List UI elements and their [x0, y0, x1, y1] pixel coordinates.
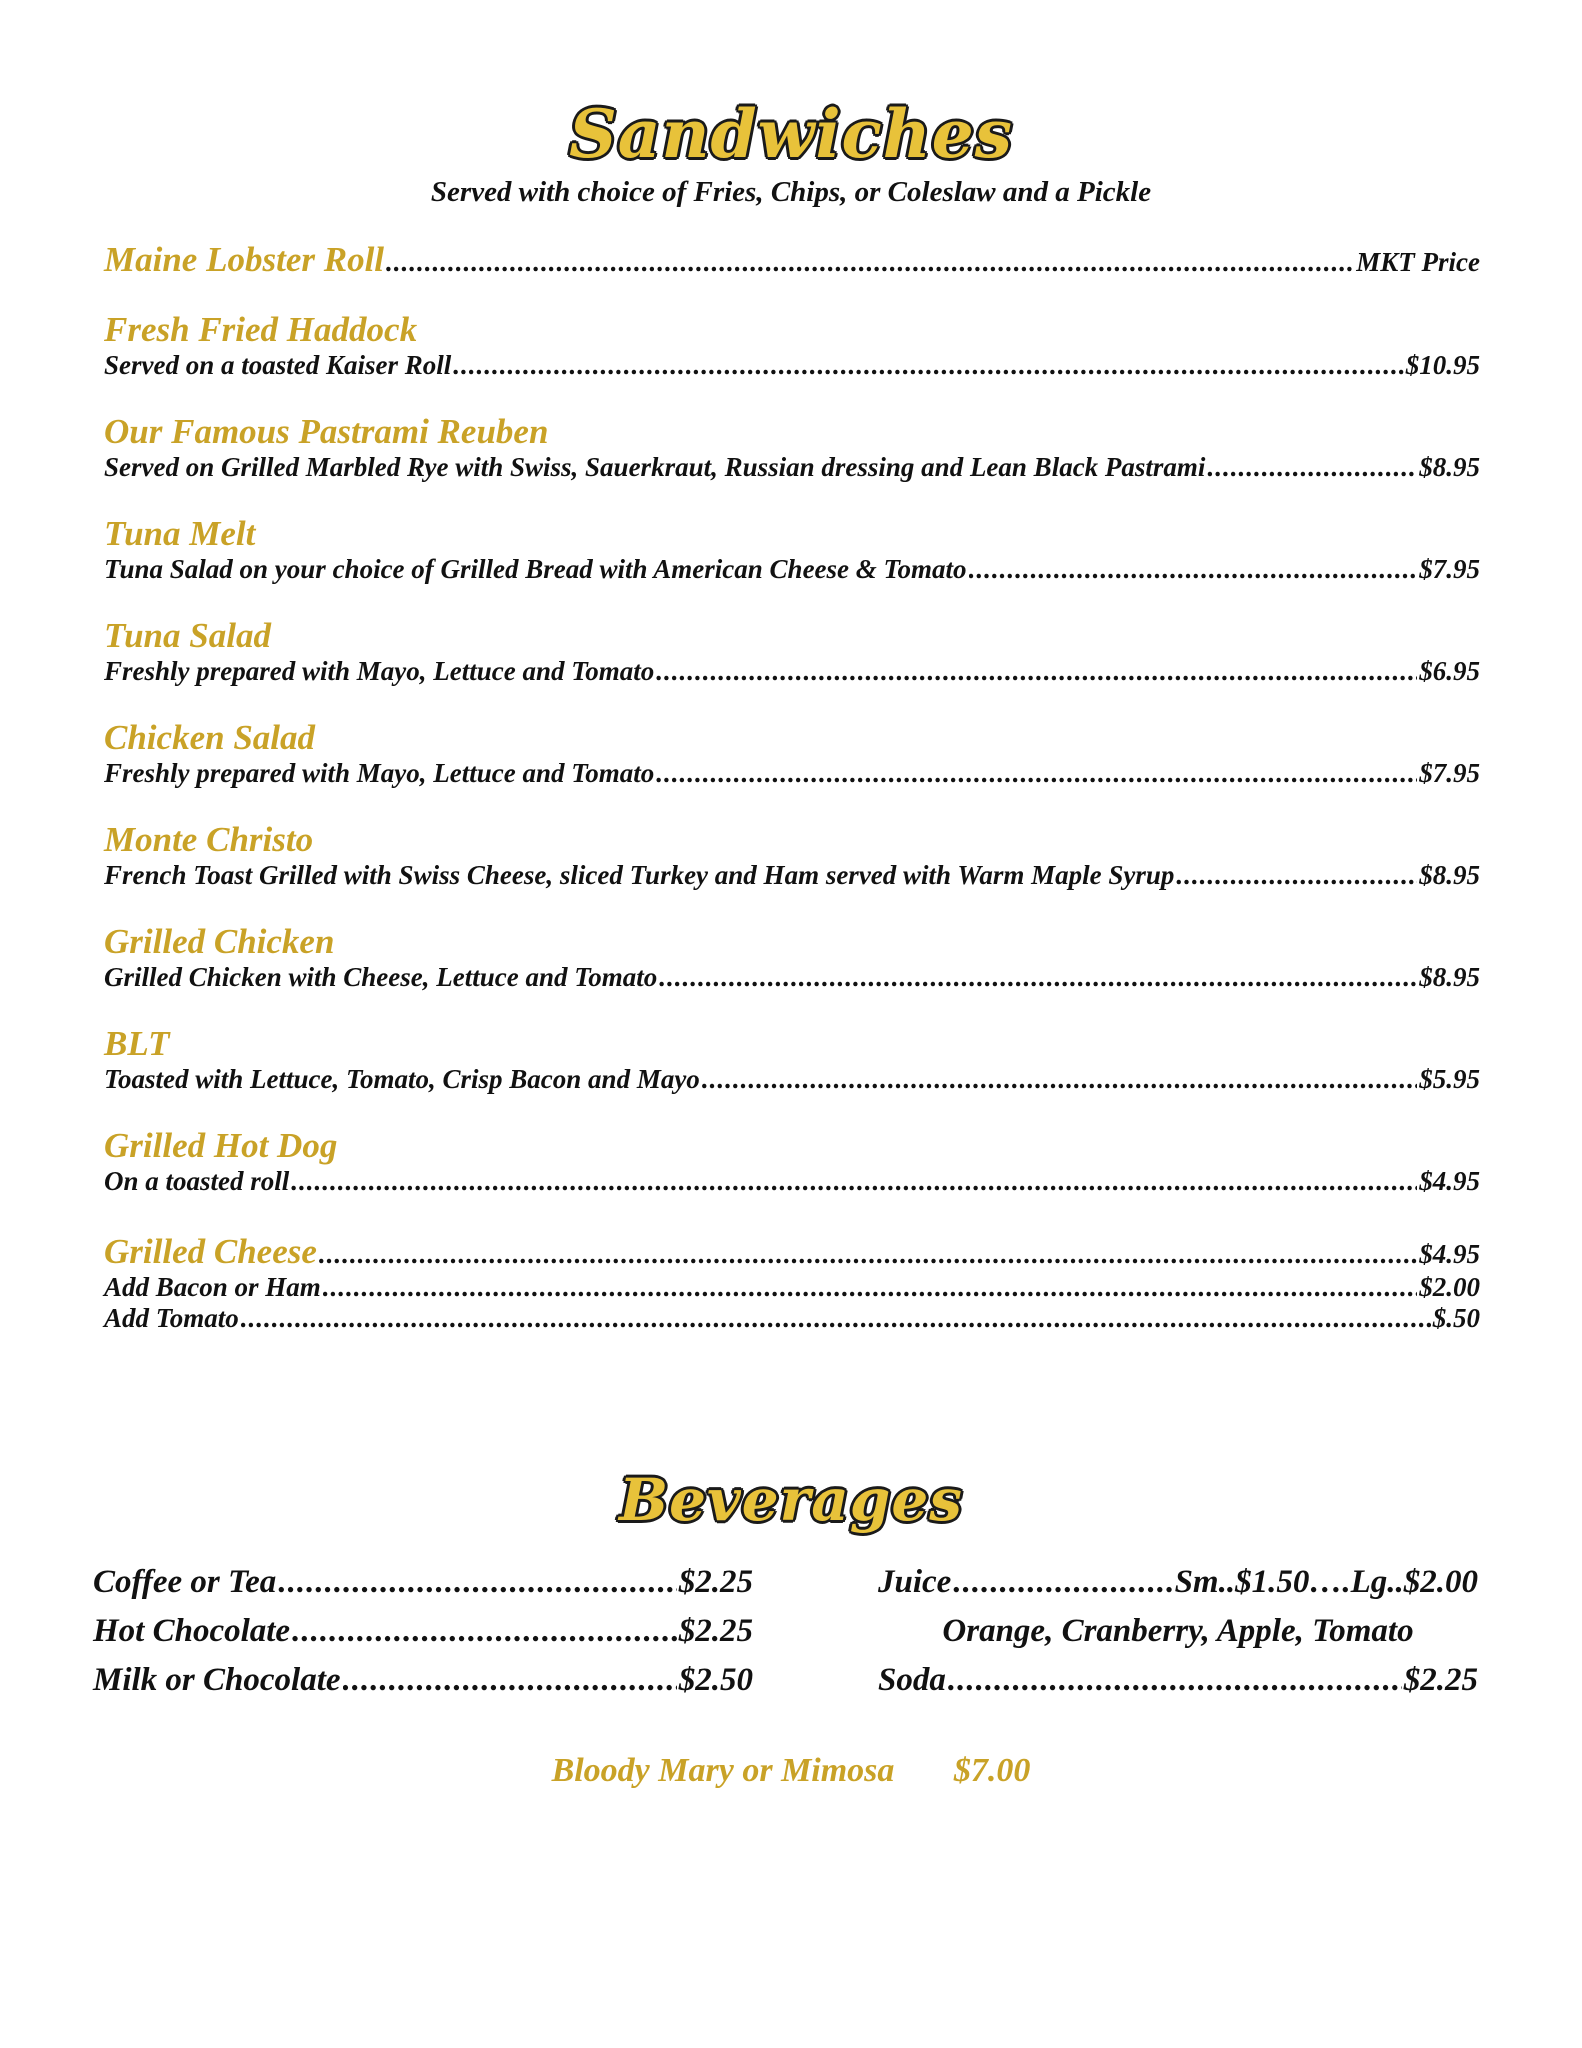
menu-item	[104, 1126, 1480, 1196]
menu-item	[104, 514, 1480, 584]
dot-leader	[702, 1064, 1417, 1094]
beverage-price: $2.25	[678, 1564, 753, 1600]
beverage-price: $2.50	[678, 1662, 753, 1698]
beverage-label: Soda	[878, 1662, 946, 1698]
item-name: Grilled Chicken	[104, 922, 335, 961]
item-description: Tuna Salad on your choice of Grilled Bread with American Cheese & Tomato	[104, 554, 967, 584]
item-price: $5.95	[1419, 1064, 1480, 1094]
beverage-label: Hot Chocolate	[93, 1613, 291, 1649]
dot-leader	[656, 758, 1417, 788]
beverage-label: Coffee or Tea	[93, 1564, 277, 1600]
juice-flavors: Orange, Cranberry, Apple, Tomato	[942, 1613, 1414, 1649]
menu-item	[104, 820, 1480, 890]
item-description: On a toasted roll	[104, 1166, 290, 1196]
dot-leader	[386, 247, 1354, 278]
item-price: $8.95	[1419, 962, 1480, 992]
dot-leader	[948, 1656, 1402, 1705]
dot-leader	[291, 1166, 1417, 1196]
item-price: $4.95	[1419, 1166, 1480, 1196]
item-description: Freshly prepared with Mayo, Lettuce and Tomato	[104, 758, 655, 788]
item-description: Served on Grilled Marbled Rye with Swiss, Sauerkraut, Russian dressing and Lean Black Pastrami	[104, 452, 1206, 482]
menu-item	[104, 310, 1480, 380]
sandwiches-heading: Sandwiches	[569, 95, 1013, 173]
menu-item	[104, 1024, 1480, 1094]
dot-leader	[969, 554, 1418, 584]
item-price: $8.95	[1419, 860, 1480, 890]
item-name: Tuna Melt	[104, 514, 256, 553]
dot-leader	[1207, 452, 1417, 482]
beverage-label: Juice	[878, 1564, 952, 1600]
menu-item	[104, 240, 1480, 280]
beverage-price: $2.25	[678, 1613, 753, 1649]
item-price: $4.95	[1419, 1239, 1480, 1269]
beverage-price: $2.25	[1403, 1662, 1478, 1698]
item-name: Maine Lobster Roll	[104, 240, 385, 279]
dot-leader	[953, 1558, 1172, 1607]
beverage-label: Milk or Chocolate	[93, 1662, 341, 1698]
item-price: $7.95	[1419, 554, 1480, 584]
item-description: Served on a toasted Kaiser Roll	[104, 350, 452, 380]
menu-item	[104, 718, 1480, 788]
beverages-right-column	[878, 1558, 1478, 1705]
item-description: Freshly prepared with Mayo, Lettuce and Tomato	[104, 656, 655, 686]
menu-item	[104, 1232, 1480, 1334]
item-price: MKT Price	[1356, 247, 1480, 277]
addon-label: Add Bacon or Ham	[104, 1272, 321, 1302]
item-name: Our Famous Pastrami Reuben	[104, 412, 549, 451]
addon-label: Add Tomato	[104, 1303, 239, 1333]
dot-leader	[656, 656, 1417, 686]
item-price: $7.95	[1419, 758, 1480, 788]
item-name: Monte Christo	[104, 820, 314, 859]
dot-leader	[292, 1607, 677, 1656]
addon-row	[104, 1303, 1480, 1334]
addon-price: $.50	[1432, 1303, 1480, 1333]
menu-item	[104, 922, 1480, 992]
item-price: $8.95	[1419, 452, 1480, 482]
cocktail-special	[0, 1752, 1582, 1790]
dot-leader	[1176, 860, 1417, 890]
item-description: Grilled Chicken with Cheese, Lettuce and Tomato	[104, 962, 658, 992]
beverage-row	[93, 1656, 753, 1705]
item-name: Fresh Fried Haddock	[104, 310, 418, 349]
dot-leader	[453, 350, 1403, 380]
dot-leader	[659, 962, 1417, 992]
dot-leader	[278, 1558, 676, 1607]
beverage-row	[93, 1558, 753, 1607]
item-price: $10.95	[1405, 350, 1480, 380]
item-name: Chicken Salad	[104, 718, 316, 757]
beverage-row	[878, 1558, 1478, 1607]
dot-leader	[241, 1303, 1431, 1334]
menu-item	[104, 616, 1480, 686]
beverage-price: Sm..$1.50….Lg..$2.00	[1174, 1564, 1478, 1600]
special-label: Bloody Mary or Mimosa	[551, 1752, 895, 1789]
beverage-row	[878, 1656, 1478, 1705]
item-description: French Toast Grilled with Swiss Cheese, sliced Turkey and Ham served with Warm Maple Syrup	[104, 860, 1175, 890]
dot-leader	[323, 1272, 1417, 1303]
dot-leader	[343, 1656, 677, 1705]
addon-row	[104, 1272, 1480, 1303]
special-price: $7.00	[953, 1752, 1031, 1789]
addon-price: $2.00	[1419, 1272, 1480, 1302]
beverage-row	[93, 1607, 753, 1656]
menu-item	[104, 412, 1480, 482]
item-price: $6.95	[1419, 656, 1480, 686]
item-name: Grilled Cheese	[104, 1232, 317, 1271]
dot-leader	[319, 1239, 1417, 1270]
item-name: Tuna Salad	[104, 616, 271, 655]
sandwiches-subtitle: Served with choice of Fries, Chips, or Coleslaw and a Pickle	[430, 176, 1152, 208]
beverages-left-column	[93, 1558, 753, 1705]
beverages-heading: Beverages	[619, 1466, 963, 1534]
item-name: BLT	[104, 1024, 170, 1063]
item-description: Toasted with Lettuce, Tomato, Crisp Bacon and Mayo	[104, 1064, 700, 1094]
item-name: Grilled Hot Dog	[104, 1126, 338, 1165]
